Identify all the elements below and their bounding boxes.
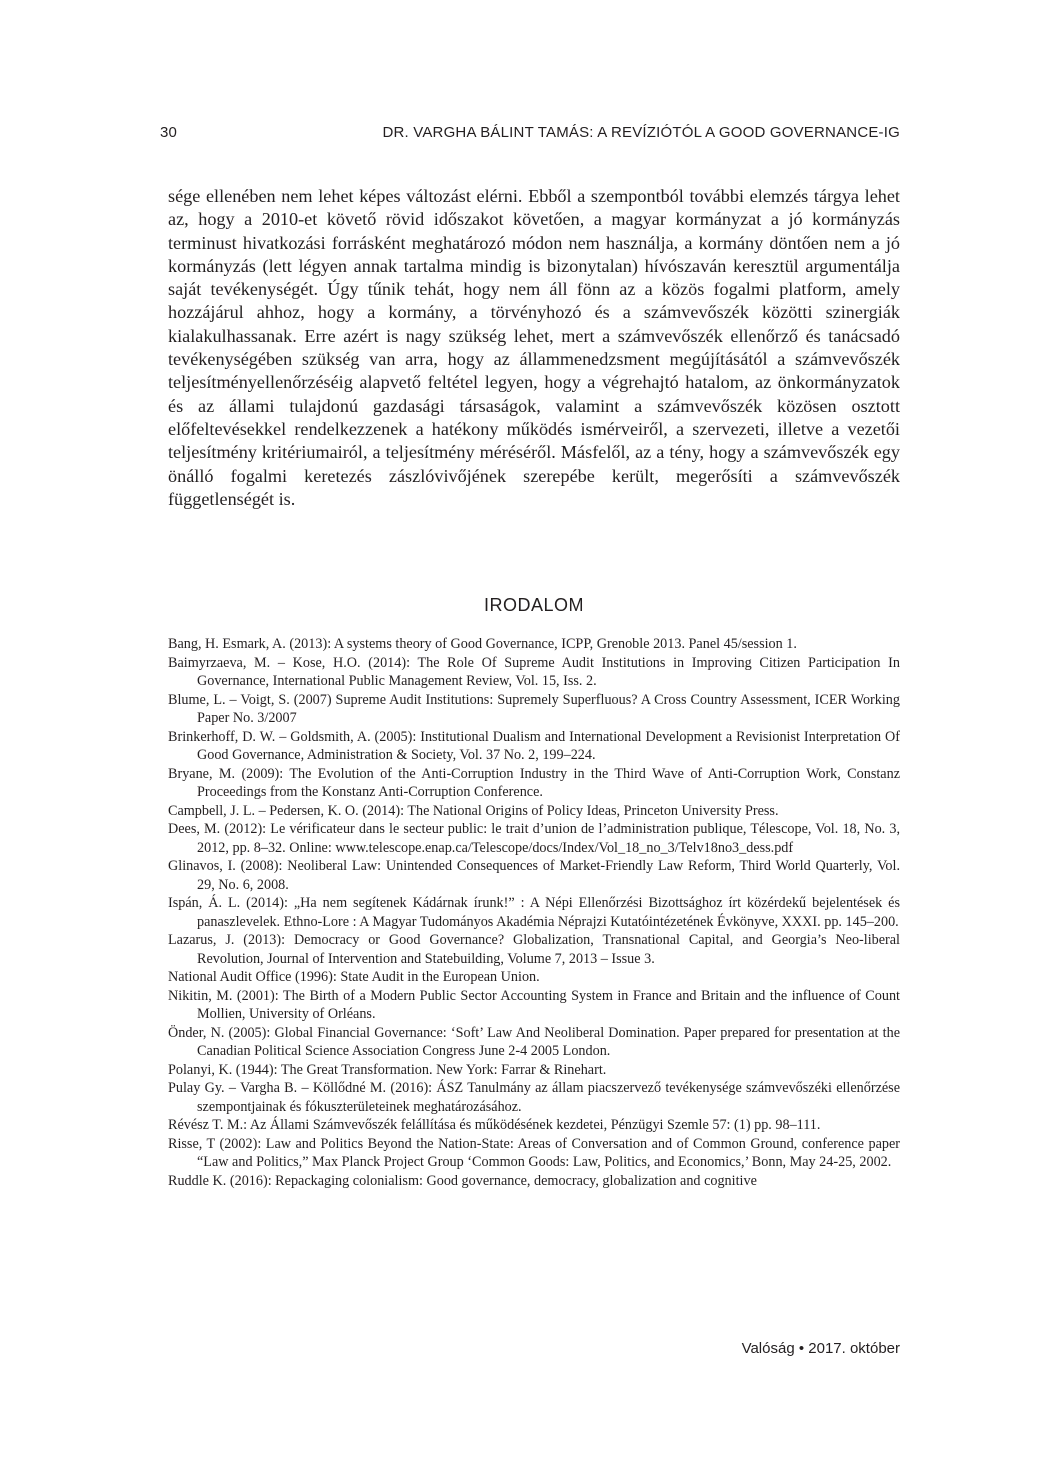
reference-item: Lazarus, J. (2013): Democracy or Good Governance? Globalization, Transnational Capital, and Georgia’s Neo-liberal Revolution, Journal of Intervention and Statebuilding, Volume 7, 2013 – Issue 3. — [168, 932, 900, 967]
reference-item: Nikitin, M. (2001): The Birth of a Modern Public Sector Accounting System in France and Britain and the influence of Count Mollien, University of Orléans. — [168, 987, 900, 1022]
reference-item: Bryane, M. (2009): The Evolution of the Anti-Corruption Industry in the Third Wave of Anti-Corruption Work, Constanz Proceedings from the Konstanz Anti-Corruption Conference. — [168, 765, 900, 800]
reference-item: Dees, M. (2012): Le vérificateur dans le secteur public: le trait d’union de l’administration publique, Télescope, Vol. 18, No. 3, 2012, pp. 8–32. Online: www.telescope.enap.ca/Telescope/docs/Index/Vol_18_no_3/Telv18no3_dess.pdf — [168, 821, 900, 856]
reference-item: Glinavos, I. (2008): Neoliberal Law: Unintended Consequences of Market-Friendly Law Reform, Third World Quarterly, Vol. 29, No. 6, 2008. — [168, 858, 900, 893]
page-header — [160, 124, 900, 146]
reference-item: Baimyrzaeva, M. – Kose, H.O. (2014): The Role Of Supreme Audit Institutions in Improving Citizen Participation In Governance, International Public Management Review, Vol. 15, Iss. 2. — [168, 654, 900, 689]
section-title: IRODALOM — [483, 595, 584, 615]
reference-item: Ruddle K. (2016): Repackaging colonialism: Good governance, democracy, globalization and cognitive — [168, 1172, 757, 1189]
reference-item: Risse, T (2002): Law and Politics Beyond the Nation-State: Areas of Conversation and of Common Ground, conference paper “Law and Politics,” Max Planck Project Group ‘Common Goods: Law, Politics, and Economics,’ Bonn, May 24-25, 2002. — [168, 1135, 900, 1170]
reference-item: Polanyi, K. (1944): The Great Transformation. New York: Farrar & Rinehart. — [168, 1061, 607, 1078]
reference-item: Önder, N. (2005): Global Financial Governance: ‘Soft’ Law And Neoliberal Domination. Paper prepared for presentation at the Canadian Political Science Association Congress June 2-4 2005 London. — [168, 1024, 900, 1059]
reference-item: National Audit Office (1996): State Audit in the European Union. — [168, 969, 540, 985]
reference-item: Ispán, Á. L. (2014): „Ha nem segítenek Kádárnak írunk!” : A Népi Ellenőrzési Bizottsághoz írt közérdekű bejelentések és panaszlevelek. Ethno-Lore : A Magyar Tudományos Akadémia Néprajzi Kutatóintézetének Évkönyve, XXXI. pp. 145–200. — [168, 895, 900, 930]
reference-item: Brinkerhoff, D. W. – Goldsmith, A. (2005): Institutional Dualism and International Development a Revisionist Interpretation Of Good Governance, Administration & Society, Vol. 37 No. 2, 199–224. — [168, 728, 900, 763]
reference-item: Blume, L. – Voigt, S. (2007) Supreme Audit Institutions: Supremely Superfluous? A Cross Country Assessment, ICER Working Paper No. 3/2007 — [168, 691, 900, 726]
running-title: DR. VARGHA BÁLINT TAMÁS: A REVÍZIÓTÓL A GOOD GOVERNANCE-IG — [382, 124, 900, 141]
body-paragraph: sége ellenében nem lehet képes változást elérni. Ebből a szempontból további elemzés tárgya lehet az, hogy a 2010-et követő rövid időszakot követően, a magyar kormányzat a jó kormányzás terminust hivatkozási forrásként meghatározó módon nem használja, a kormány döntően nem a jó kormányzás (lett légyen annak tartalma mindig is bizonytalan) hívószaván keresztül argumentálja saját tevékenységét. Úgy tűnik tehát, hogy nem áll fönn az a közös fogalmi platform, amely hozzájárul ahhoz, hogy a kormány, a törvényhozó és a számvevőszék közötti szinergiák kialakulhassanak. Erre azért is nagy szükség lehet, mert a számvevőszék ellenőrző és tanácsadó tevékenységében szükség van arra, hogy az állammenedzsment megújításától a számvevőszék teljesítményellenőrzéséig alapvető feltétel legyen, hogy a végrehajtó hatalom, az önkormányzatok és az állami tulajdonú gazdasági társaságok, valamint a számvevőszék közösen osztott előfeltevésekkel rendelkezzenek a hatékony működés ismérveiről, a szervezeti, illetve a vezetői teljesítmény kritériumairól, a teljesítmény méréséről. Másfelől, az a tény, hogy a számvevőszék egy önálló fogalmi keretezés zászlóvivőjének szerepébe került, megerősíti a számvevőszék függetlenségét is. — [168, 186, 900, 509]
reference-item: Bang, H. Esmark, A. (2013): A systems theory of Good Governance, ICPP, Grenoble 2013. Panel 45/session 1. — [168, 636, 797, 652]
reference-item: Pulay Gy. – Vargha B. – Köllődné M. (2016): ÁSZ Tanulmány az állam piacszervező tevékenysége számvevőszéki ellenőrzése szempontjainak és fókuszterületeinek meghatározásához. — [168, 1080, 900, 1115]
reference-item: Campbell, J. L. – Pedersen, K. O. (2014): The National Origins of Policy Ideas, Princeton University Press. — [168, 802, 779, 819]
reference-list — [168, 635, 900, 1190]
page-number: 30 — [160, 124, 178, 141]
page-footer: Valóság • 2017. október — [741, 1340, 900, 1357]
reference-item: Révész T. M.: Az Állami Számvevőszék felállítása és működésének kezdetei, Pénzügyi Szemle 57: (1) pp. 98–111. — [168, 1117, 821, 1133]
